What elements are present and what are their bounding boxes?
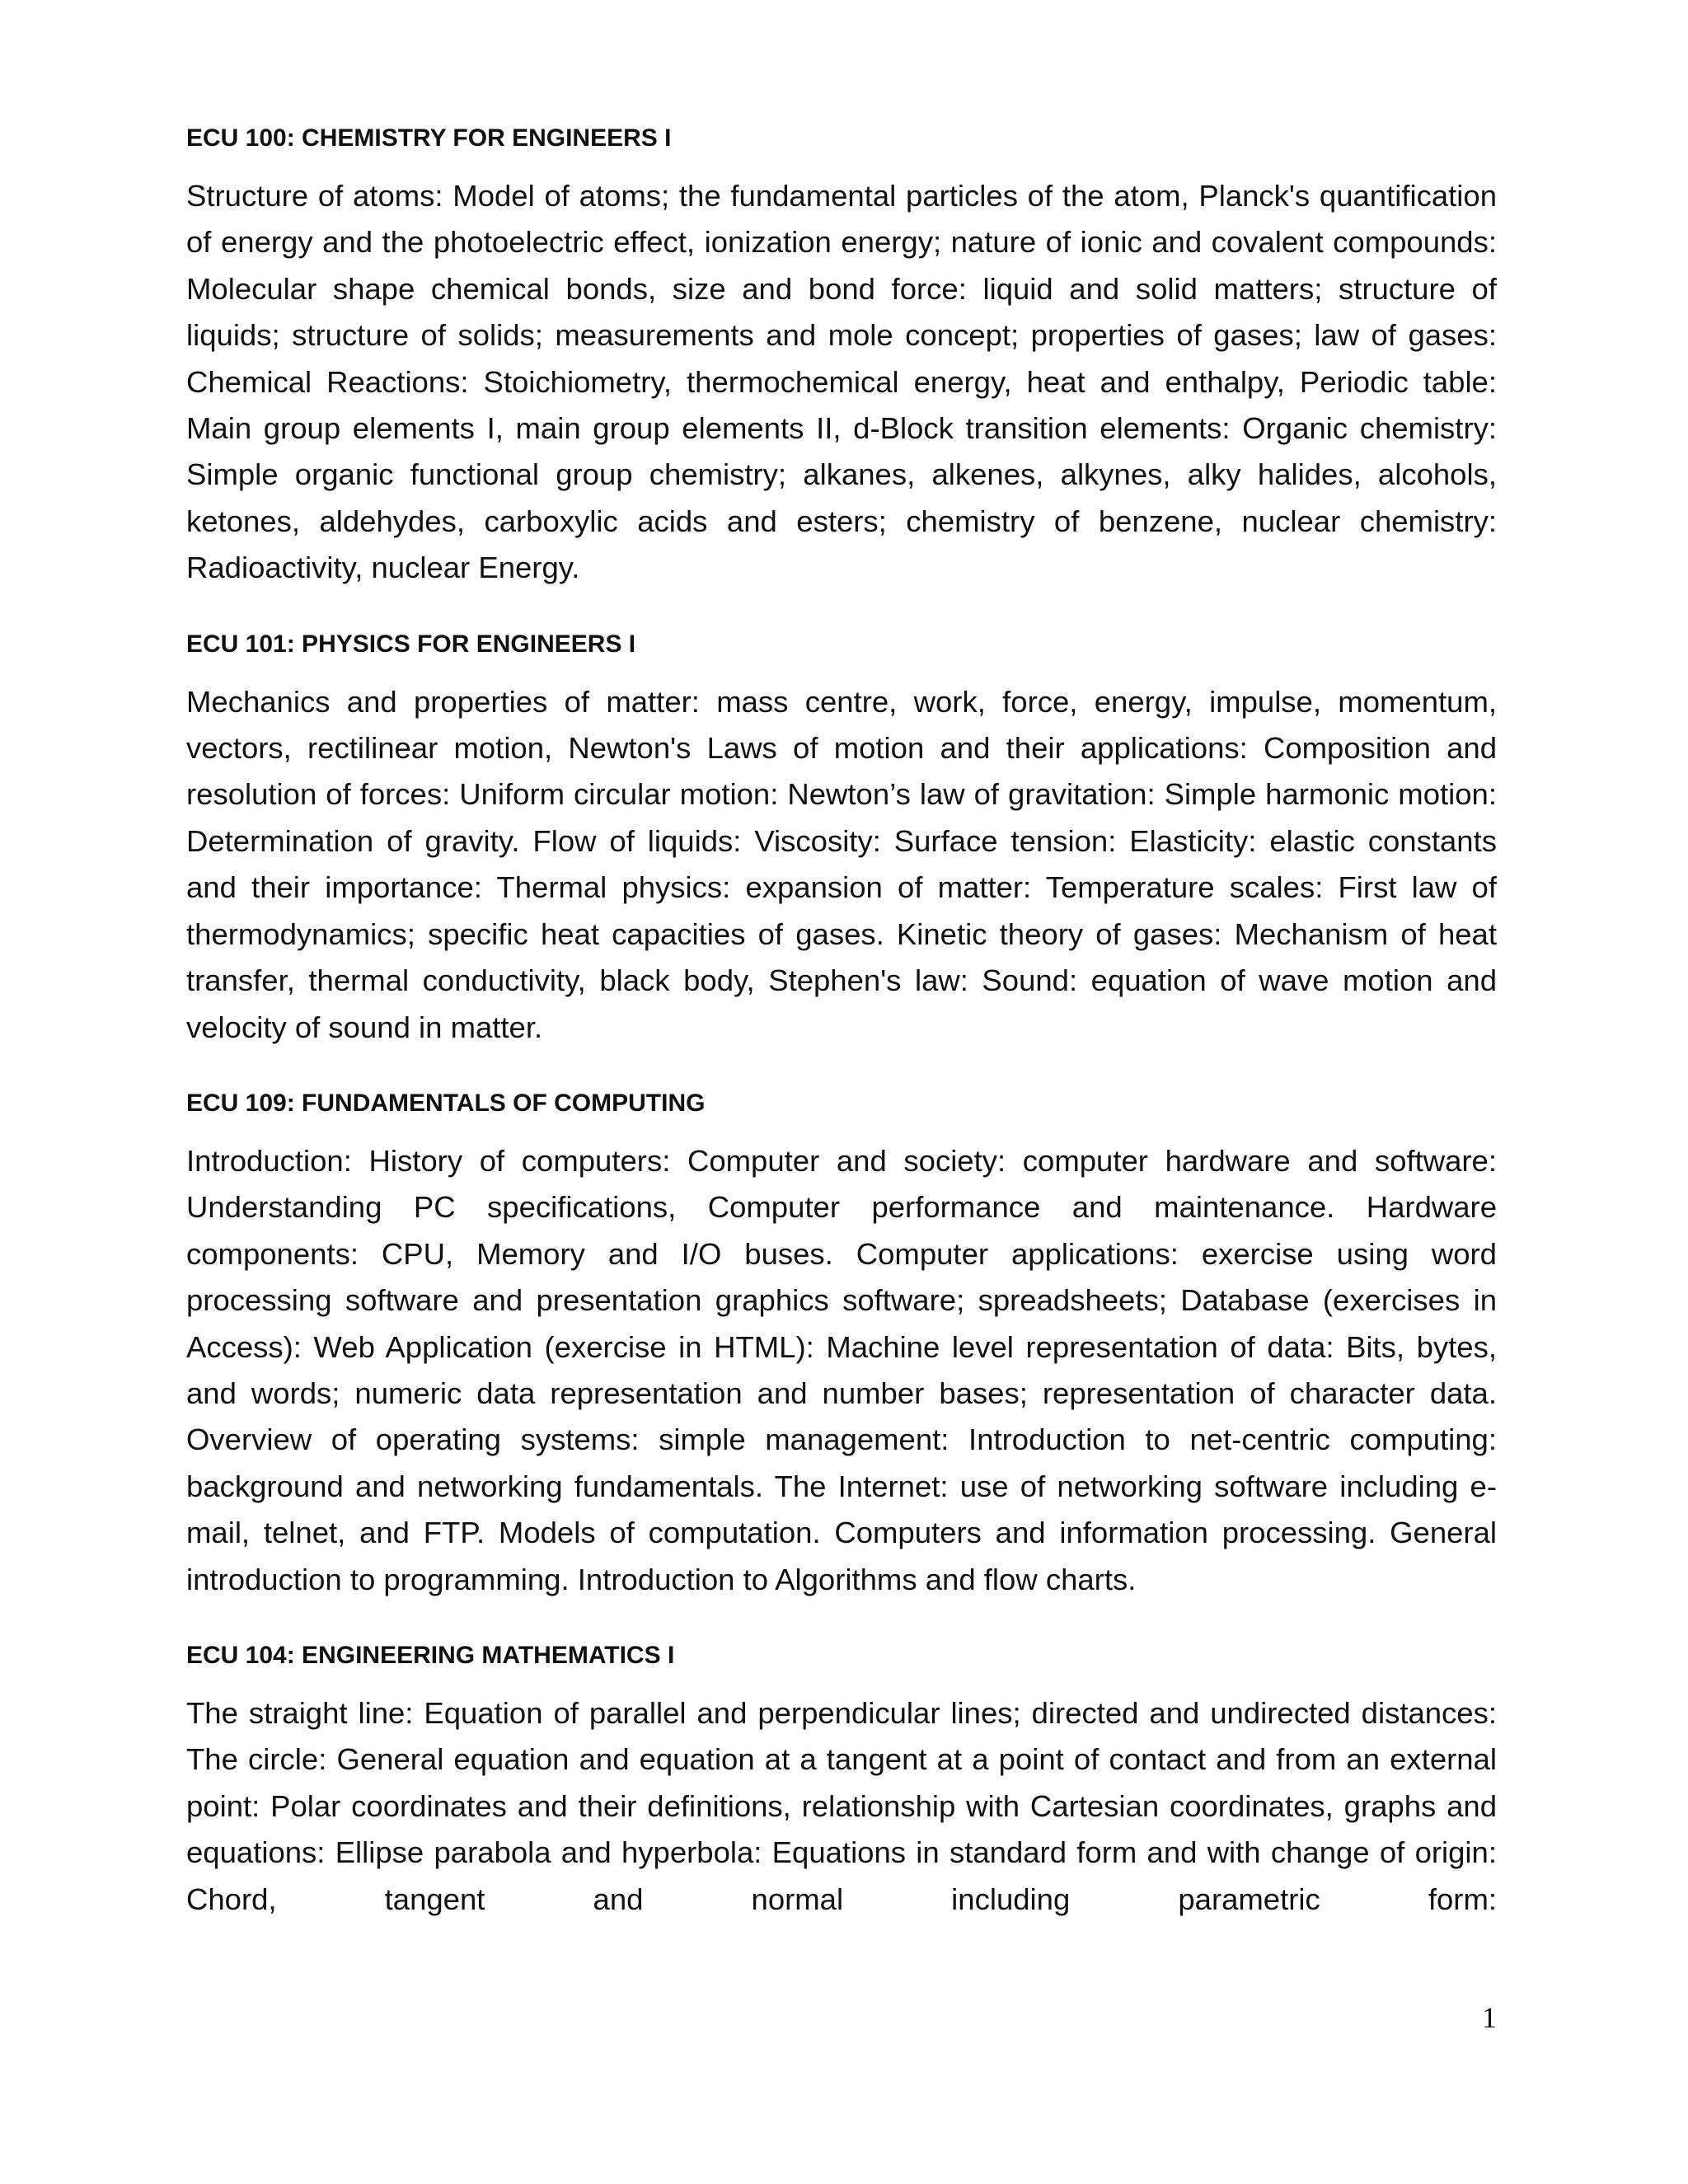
page-number: 1: [1482, 2001, 1497, 2034]
course-description: Mechanics and properties of matter: mass centre, work, force, energy, impulse, momentum, vectors, rectilinear motion, Newton's Laws of motion and their applications: Composition and resolution of forces: Uniform circular motion: Newton’s law of gravitation: Simple harmonic motion: Determination of gravity. Flow of liquids: Viscosity: Surface tension: Elasticity: elastic constants and their importance: Thermal physics: expansion of matter: Temperature scales: First law of thermodynamics; specific heat capacities of gases. Kinetic theory of gases: Mechanism of heat transfer, thermal conductivity, black body, Stephen's law: Sound: equation of wave motion and velocity of sound in matter.: [186, 684, 1497, 1044]
course-heading: ECU 101: PHYSICS FOR ENGINEERS I: [186, 630, 636, 658]
course-section-ecu-100: [186, 122, 1497, 592]
course-list: [186, 122, 1497, 1923]
course-section-ecu-101: [186, 628, 1497, 1051]
course-description: Introduction: History of computers: Computer and society: computer hardware and software: Understanding PC specifications, Computer performance and maintenance. Hardware components: CPU, Memory and I/O buses. Computer applications: exercise using word processing software and presentation graphics software; spreadsheets; Database (exercises in Access): Web Application (exercise in HTML): Machine level representation of data: Bits, bytes, and words; numeric data representation and number bases; representation of character data. Overview of operating systems: simple management: Introduction to net-centric computing: background and networking fundamentals. The Internet: use of networking software including e-mail, telnet, and FTP. Models of computation. Computers and information processing. General introduction to programming. Introduction to Algorithms and flow charts.: [186, 1143, 1497, 1596]
course-description: The straight line: Equation of parallel and perpendicular lines; directed and undirected distances: The circle: General equation and equation at a tangent at a point of contact and from an external point: Polar coordinates and their definitions, relationship with Cartesian coordinates, graphs and equations: Ellipse parabola and hyperbola: Equations in standard form and with change of origin: Chord, tangent and normal including parametric form:: [186, 1695, 1497, 1916]
course-heading: ECU 104: ENGINEERING MATHEMATICS I: [186, 1641, 675, 1669]
course-heading: ECU 100: CHEMISTRY FOR ENGINEERS I: [186, 124, 672, 152]
course-section-ecu-104: [186, 1639, 1497, 1923]
course-description: Structure of atoms: Model of atoms; the fundamental particles of the atom, Planck's quantification of energy and the photoelectric effect, ionization energy; nature of ionic and covalent compounds: Molecular shape chemical bonds, size and bond force: liquid and solid matters; structure of liquids; structure of solids; measurements and mole concept; properties of gases; law of gases: Chemical Reactions: Stoichiometry, thermochemical energy, heat and enthalpy, Periodic table: Main group elements I, main group elements II, d-Block transition elements: Organic chemistry: Simple organic functional group chemistry; alkanes, alkenes, alkynes, alky halides, alcohols, ketones, aldehydes, carboxylic acids and esters; chemistry of benzene, nuclear chemistry: Radioactivity, nuclear Energy.: [186, 179, 1497, 585]
course-heading: ECU 109: FUNDAMENTALS OF COMPUTING: [186, 1089, 706, 1117]
course-section-ecu-109: [186, 1087, 1497, 1603]
